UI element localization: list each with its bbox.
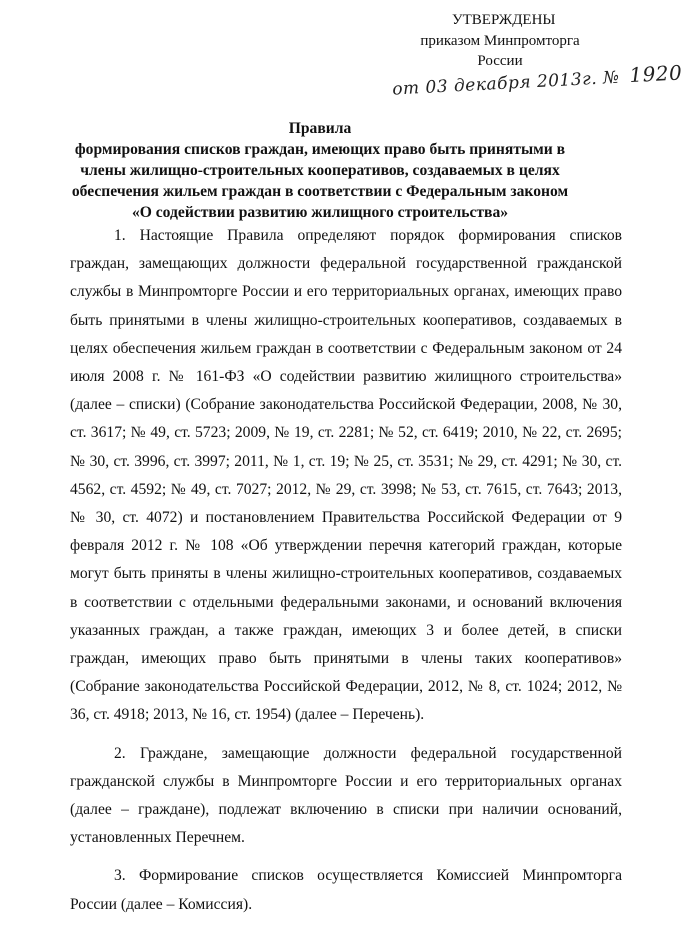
paragraph-1: 1. Настоящие Правила определяют порядок формирования списков граждан, замещающих должности федеральной государственной гражданской службы в Минпромторге России и его территориальных органах, имеющих право быть принятыми в члены жилищно-строительных кооперативов, создаваемых в целях обеспечения жильем граждан в соответствии с Федеральным законом от 24 июля 2008 г. № 161-ФЗ «О содействии развитию жилищного строительства» (далее – списки) (Собрание законодательства Российской Федерации, 2008, № 30, ст. 3617; № 49, ст. 5723; 2009, № 19, ст. 2281; № 52, ст. 6419; 2010, № 22, ст. 2695; № 30, ст. 3996, ст. 3997; 2011, № 1, ст. 19; № 25, ст. 3531; № 29, ст. 4291; № 30, ст. 4562, ст. 4592; № 49, ст. 7027; 2012, № 29, ст. 3998; № 53, ст. 7615, ст. 7643; 2013, № 30, ст. 4072) и постановлением Правительства Российской Федерации от 9 февраля 2012 г. № 108 «Об утверждении перечня категорий граждан, которые могут быть приняты в члены жилищно-строительных кооперативов, создаваемых в соответствии с отдельными федеральными законами, и оснований включения указанных граждан, а также граждан, имеющих 3 и более детей, в списки граждан, имеющих право быть принятыми в члены таких кооперативов» (Собрание законодательства Российской Федерации, 2012, № 8, ст. 1024; 2012, № 36, ст. 4918; 2013, № 16, ст. 1954) (далее – Перечень). <box>70 227 622 724</box>
approval-title: УТВЕРЖДЕНЫ <box>452 12 556 28</box>
paragraph-2: 2. Граждане, замещающие должности федеральной государственной гражданской службы в Минпромторге России и его территориальных органах (далее – граждане), подлежат включению в списки при наличии оснований, установленных Перечнем. <box>70 744 622 847</box>
approval-block <box>400 10 600 71</box>
approval-order: приказом Минпромторга России <box>420 33 580 69</box>
document-body <box>70 222 622 929</box>
number-sign: № <box>602 67 621 89</box>
heading-subtitle: формирования списков граждан, имеющих право быть принятыми в члены жилищно-строительных кооперативов, создаваемых в целях обеспечения жильем граждан в соответствии с Федеральным законом «О содействии развитию жилищного строительства» <box>71 141 569 221</box>
document-heading <box>60 118 580 223</box>
heading-title: Правила <box>288 120 352 137</box>
handwritten-number: 1920 <box>628 60 683 88</box>
handwritten-date: от 03 декабря 2013г. <box>391 68 598 100</box>
paragraph-3: 3. Формирование списков осуществляется Комиссией Минпромторга России (далее – Комиссия). <box>70 867 622 913</box>
